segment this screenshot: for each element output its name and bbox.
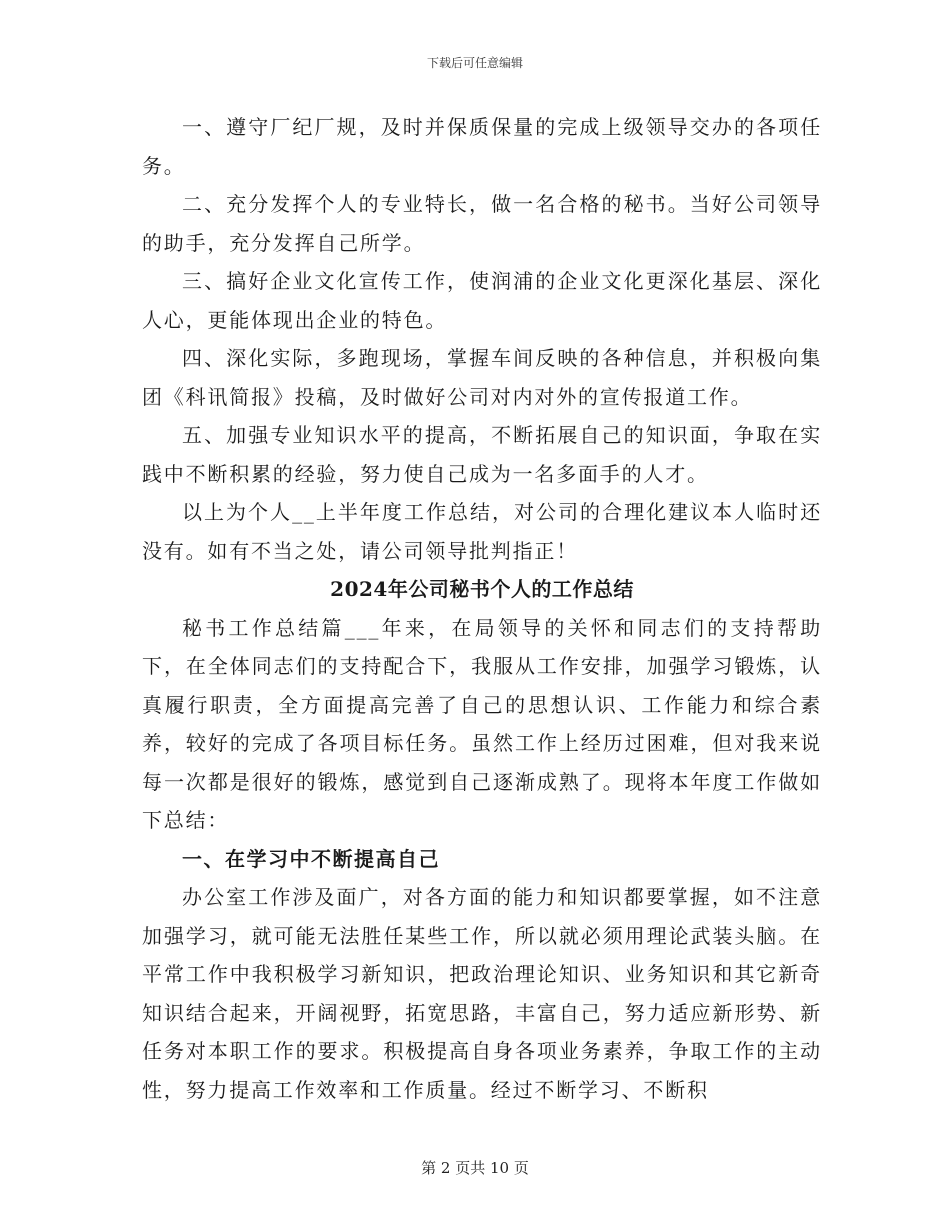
section-title: 2024年公司秘书个人的工作总结 bbox=[330, 577, 634, 601]
subheading: 一、在学习中不断提高自己 bbox=[182, 846, 440, 871]
intro-paragraph: 秘书工作总结篇___年来，在局领导的关怀和同志们的支持帮助下，在全体同志们的支持配合下，我服从工作安排，加强学习锻炼，认真履行职责，全方面提高完善了自己的思想认识、工作能力和综合素养，较好的完成了各项目标任务。虽然工作上经历过困难，但对我来说每一次都是很好的锻炼，感觉到自己逐渐成熟了。现将本年度工作做如下总结： bbox=[142, 615, 822, 832]
document-body bbox=[142, 108, 822, 1109]
page-footer: 第 2 页共 10 页 bbox=[421, 1159, 529, 1177]
page-header: 下载后可任意编辑 bbox=[426, 56, 523, 70]
body-paragraph: 办公室工作涉及面广，对各方面的能力和知识都要掌握，如不注意加强学习，就可能无法胜任某些工作，所以就必须用理论武装头脑。在平常工作中我积极学习新知识，把政治理论知识、业务知识和其它新奇知识结合起来，开阔视野，拓宽思路，丰富自己，努力适应新形势、新任务对本职工作的要求。积极提高自身各项业务素养，争取工作的主动性，努力提高工作效率和工作质量。经过不断学习、不断积 bbox=[142, 885, 822, 1102]
paragraph-4: 四、深化实际，多跑现场，掌握车间反映的各种信息，并积极向集团《科讯简报》投稿，及时做好公司对内对外的宣传报道工作。 bbox=[142, 346, 822, 409]
paragraph-2: 二、充分发挥个人的专业特长，做一名合格的秘书。当好公司领导的助手，充分发挥自己所学。 bbox=[142, 192, 822, 255]
paragraph-6: 以上为个人__上半年度工作总结，对公司的合理化建议本人临时还没有。如有不当之处，请公司领导批判指正！ bbox=[142, 500, 822, 563]
paragraph-1: 一、遵守厂纪厂规，及时并保质保量的完成上级领导交办的各项任务。 bbox=[142, 115, 822, 178]
paragraph-3: 三、搞好企业文化宣传工作，使润浦的企业文化更深化基层、深化人心，更能体现出企业的特色。 bbox=[142, 269, 822, 332]
paragraph-5: 五、加强专业知识水平的提高，不断拓展自己的知识面，争取在实践中不断积累的经验，努力使自己成为一名多面手的人才。 bbox=[142, 423, 822, 486]
